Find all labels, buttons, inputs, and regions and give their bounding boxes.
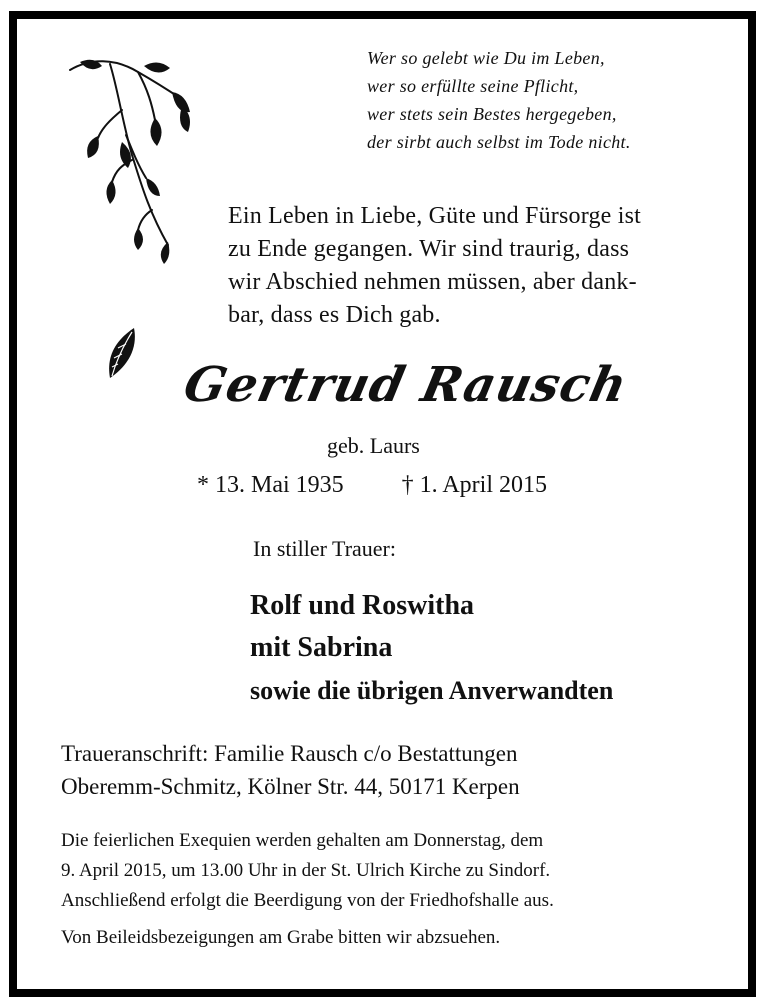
condolence-note: Von Beileidsbezeigungen am Grabe bitten wir abzsuehen. xyxy=(61,927,501,948)
family-line: mit Sabrina xyxy=(250,632,393,663)
intro-line: Ein Leben in Liebe, Güte und Fürsorge ist xyxy=(228,203,642,229)
mourning-label: In stiller Trauer: xyxy=(253,536,396,561)
funeral-service-info xyxy=(61,826,554,916)
address-line: Oberemm-Schmitz, Kölner Str. 44, 50171 Kerpen xyxy=(61,774,520,799)
birch-branch-icon xyxy=(60,50,200,275)
address-line: Traueranschrift: Familie Rausch c/o Bestattungen xyxy=(61,741,518,766)
intro-line: zu Ende gegangen. Wir sind traurig, dass xyxy=(228,236,630,262)
poem-line: der sirbt auch selbst im Tode nicht. xyxy=(367,132,631,152)
poem-line: Wer so gelebt wie Du im Leben, xyxy=(367,48,605,68)
poem-line: wer stets sein Bestes hergegeben, xyxy=(367,104,617,124)
intro-text xyxy=(228,200,714,332)
intro-line: bar, dass es Dich gab. xyxy=(228,302,441,328)
mourning-family xyxy=(250,585,613,713)
falling-leaf-icon xyxy=(104,326,140,382)
birth-name: geb. Laurs xyxy=(327,433,420,458)
family-line: Rolf und Roswitha xyxy=(250,590,475,621)
service-line: Die feierlichen Exequien werden gehalten am Donnerstag, dem xyxy=(61,830,544,851)
death-date: † 1. April 2015 xyxy=(401,472,548,498)
mourning-address xyxy=(61,737,520,803)
deceased-name: Gertrud Rausch xyxy=(179,357,633,413)
intro-line: wir Abschied nehmen müssen, aber dank- xyxy=(228,269,637,295)
service-line: 9. April 2015, um 13.00 Uhr in der St. Ulrich Kirche zu Sindorf. xyxy=(61,860,551,881)
memorial-poem xyxy=(367,44,727,156)
life-dates xyxy=(197,472,547,499)
birth-date: * 13. Mai 1935 xyxy=(197,472,344,498)
service-line: Anschließend erfolgt die Beerdigung von der Friedhofshalle aus. xyxy=(61,890,554,911)
poem-line: wer so erfüllte seine Pflicht, xyxy=(367,76,579,96)
family-line: sowie die übrigen Anverwandten xyxy=(250,676,614,705)
